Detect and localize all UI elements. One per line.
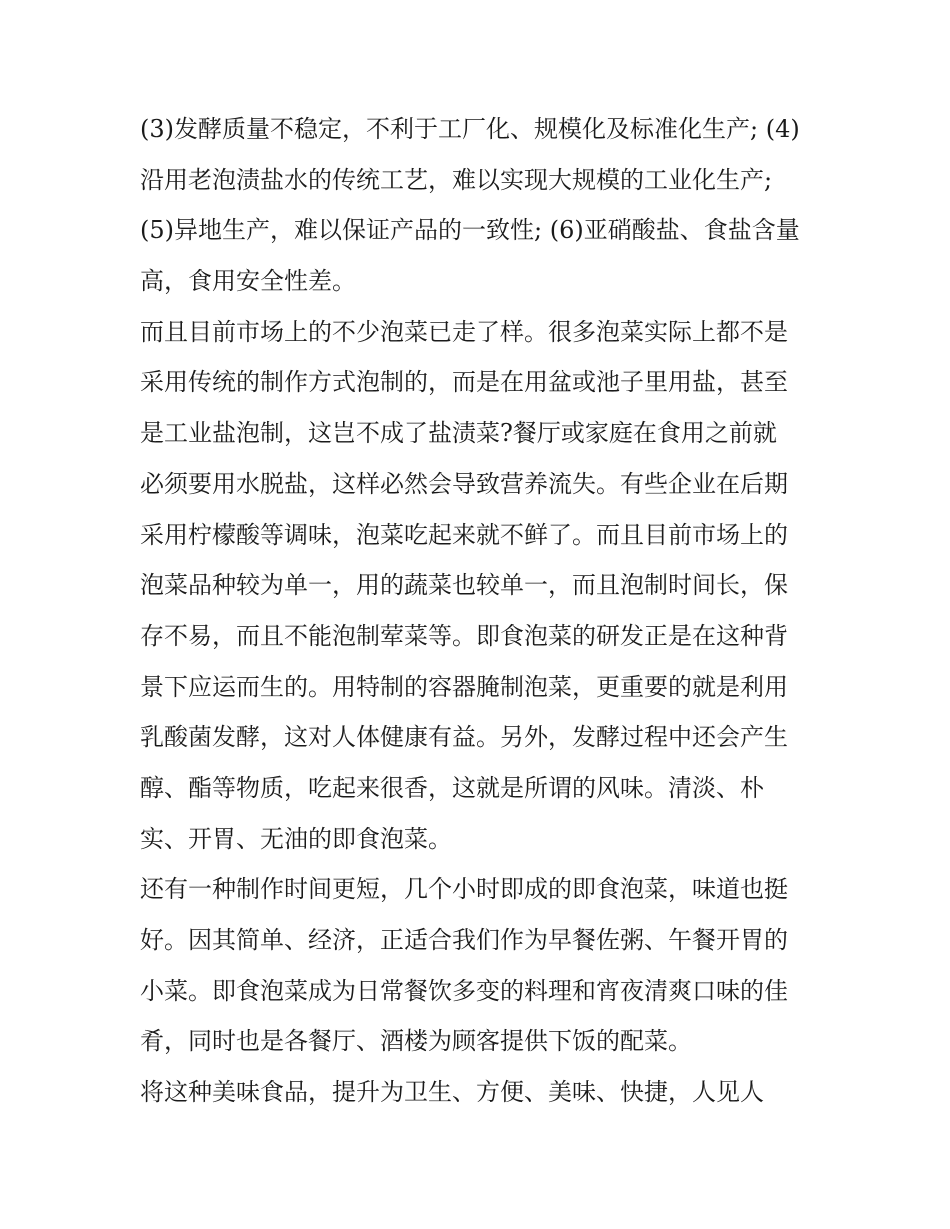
text-line: 景下应运而生的。用特制的容器腌制泡菜，更重要的就是利用 <box>140 672 788 701</box>
text-line: 采用柠檬酸等调味，泡菜吃起来就不鲜了。而且目前市场上的 <box>140 520 788 549</box>
text-line: 肴，同时也是各餐厅、酒楼为顾客提供下饭的配菜。 <box>140 1027 692 1056</box>
text-line: 泡菜品种较为单一，用的蔬菜也较单一，而且泡制时间长，保 <box>140 571 788 600</box>
text-line: 醇、酯等物质，吃起来很香，这就是所谓的风味。清淡、朴 <box>140 773 764 802</box>
text-line: 好。因其简单、经济，正适合我们作为早餐佐粥、午餐开胃的 <box>140 926 788 954</box>
text-line: 将这种美味食品，提升为卫生、方便、美味、快捷，人见人 <box>140 1078 764 1107</box>
text-line: 沿用老泡渍盐水的传统工艺，难以实现大规模的工业化生产; <box>140 165 773 194</box>
paragraph-upgrade <box>140 1067 820 1118</box>
text-line: 而且目前市场上的不少泡菜已走了样。很多泡菜实际上都不是 <box>140 317 788 346</box>
paragraph-quick-pickles <box>140 864 820 1067</box>
text-line: 必须要用水脱盐，这样必然会导致营养流失。有些企业在后期 <box>140 469 788 498</box>
text-line: 采用传统的制作方式泡制的，而是在用盆或池子里用盐，甚至 <box>140 368 788 397</box>
text-line: 小菜。即食泡菜成为日常餐饮多变的料理和宵夜清爽口味的佳 <box>140 976 788 1005</box>
text-line: 存不易，而且不能泡制荤菜等。即食泡菜的研发正是在这种背 <box>140 621 788 650</box>
text-line: 实、开胃、无油的即食泡菜。 <box>140 824 452 853</box>
text-line: (3)发酵质量不稳定，不利于工厂化、规模化及标准化生产; (4) <box>140 115 800 143</box>
text-line: 还有一种制作时间更短，几个小时即成的即食泡菜，味道也挺 <box>140 875 788 904</box>
text-line: 是工业盐泡制，这岂不成了盐渍菜?餐厅或家庭在食用之前就 <box>140 419 777 448</box>
paragraph-market-situation <box>140 307 820 865</box>
text-line: 乳酸菌发酵，这对人体健康有益。另外，发酵过程中还会产生 <box>140 723 788 752</box>
text-line: (5)异地生产，难以保证产品的一致性; (6)亚硝酸盐、食盐含量 <box>140 216 800 245</box>
document-body <box>140 104 820 1118</box>
paragraph-drawbacks <box>140 104 820 307</box>
text-line: 高，食用安全性差。 <box>140 267 356 296</box>
